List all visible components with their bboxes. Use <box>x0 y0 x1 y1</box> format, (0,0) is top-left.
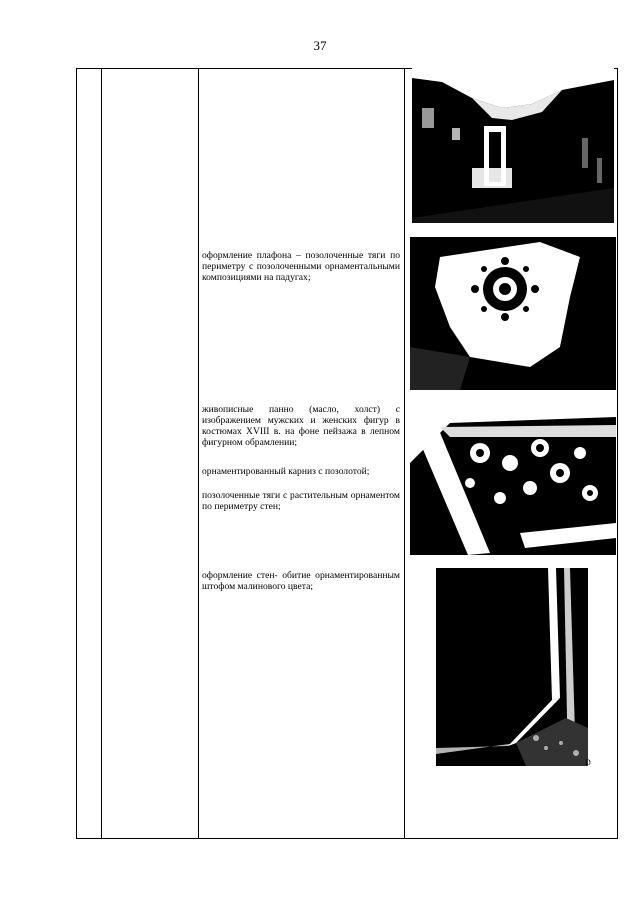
row-text-cornice <box>202 466 400 477</box>
ceiling-rosette-photo <box>410 237 616 390</box>
row-text-panels <box>202 404 400 448</box>
walls-description: оформление стен- обитие орнаментированным штофом малинового цвета; <box>202 570 400 592</box>
row-text-walls <box>202 570 400 592</box>
panels-description: живописные панно (масло, холст) с изображением мужских и женских фигур в костюмах XVIII в. на фоне пейзажа в лепном фигурном обрамлении; <box>202 404 400 448</box>
ceiling-description: оформление плафона – позолоченные тяги по периметру с позолоченными орнаментальными композициями на падугах; <box>202 250 400 283</box>
wall-corner-photo <box>436 568 588 766</box>
row-text-ceiling <box>202 250 400 283</box>
rods-description: позолоченные тяги с растительным орнаментом по периметру стен; <box>202 490 400 512</box>
column-divider-1 <box>101 69 102 838</box>
ornament-detail-photo <box>410 403 616 555</box>
photo-artifact-mark: D <box>585 758 591 767</box>
column-divider-2 <box>198 69 199 838</box>
column-divider-3 <box>404 69 405 838</box>
cornice-description: орнаментированный карниз с позолотой; <box>202 466 370 477</box>
row-text-rods <box>202 490 400 512</box>
page-number: 37 <box>313 38 327 53</box>
interior-photo <box>412 68 614 223</box>
